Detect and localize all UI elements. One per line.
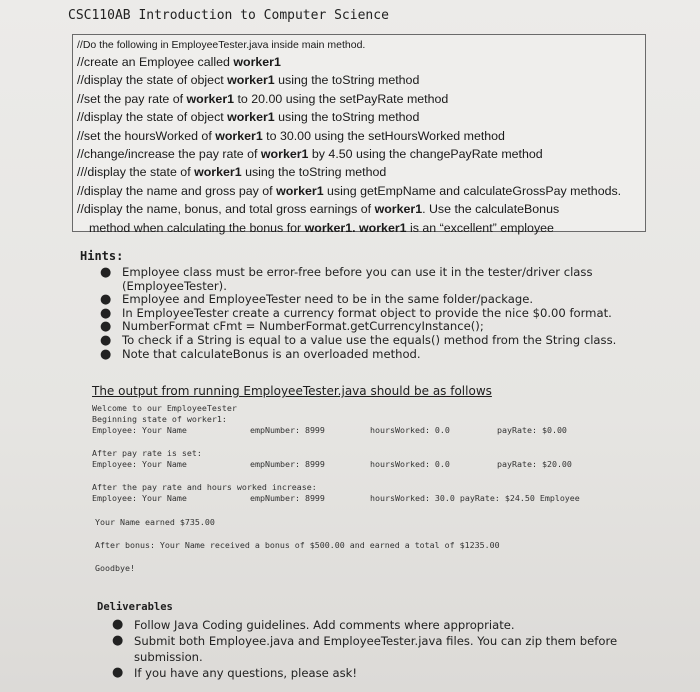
bullet-icon: ● bbox=[112, 633, 124, 648]
instruction-line bbox=[77, 38, 645, 53]
instruction-text: ///display the state of bbox=[77, 165, 195, 180]
instruction-line bbox=[77, 108, 645, 126]
output-employee: Employee: Your Name bbox=[92, 425, 187, 435]
instruction-line bbox=[77, 163, 645, 181]
instruction-text: //change/increase the pay rate of bbox=[77, 147, 261, 162]
hints-heading: Hints: bbox=[80, 249, 124, 263]
output-hours: hoursWorked: 0.0 bbox=[370, 459, 450, 469]
instruction-line bbox=[77, 182, 645, 200]
instruction-bold: worker1 bbox=[227, 73, 275, 88]
instruction-bold: worker1 bbox=[186, 91, 235, 106]
instruction-bold: worker1 bbox=[227, 110, 275, 125]
deliverable-item: ● Submit both Employee.java and EmployeeTester.java files. You can zip them before submission. bbox=[112, 633, 618, 664]
output-payrate: payRate: $20.00 bbox=[497, 459, 572, 469]
instruction-text: //display the name, bonus, and total gross earnings of bbox=[77, 202, 375, 217]
bullet-icon: ● bbox=[100, 265, 112, 280]
instruction-text: by 4.50 using the changePayRate method bbox=[308, 147, 543, 162]
instruction-text: //set the hoursWorked of bbox=[77, 128, 216, 143]
output-empnumber: empNumber: 8999 bbox=[250, 459, 325, 469]
instruction-line bbox=[77, 145, 645, 163]
instruction-line bbox=[77, 71, 645, 89]
instruction-text: is an “excellent” employee bbox=[406, 220, 554, 235]
bullet-icon: ● bbox=[100, 305, 112, 321]
output-empnumber: empNumber: 8999 bbox=[250, 425, 325, 435]
instruction-text: //Do the following in EmployeeTester.java inside main method. bbox=[77, 39, 366, 51]
output-bonus: After bonus: Your Name received a bonus of $500.00 and earned a total of $1235.00 bbox=[95, 540, 500, 550]
output-after-pay: After pay rate is set: bbox=[92, 448, 202, 458]
deliverables-list bbox=[112, 617, 672, 681]
output-earned: Your Name earned $735.00 bbox=[95, 517, 215, 527]
bullet-icon: ● bbox=[100, 292, 112, 308]
instruction-text: to 30.00 using the setHoursWorked method bbox=[262, 128, 505, 143]
output-after-both: After the pay rate and hours worked increase: bbox=[92, 482, 317, 492]
instruction-text: //create an Employee called bbox=[77, 55, 234, 69]
bullet-icon: ● bbox=[100, 332, 112, 348]
instruction-text: to 20.00 using the setPayRate method bbox=[234, 91, 449, 106]
instruction-line bbox=[77, 53, 645, 71]
hint-item: ● Employee and EmployeeTester need to be in the same folder/package. bbox=[100, 292, 534, 308]
instruction-text: using the toString method bbox=[241, 165, 387, 180]
instruction-text: using getEmpName and calculateGrossPay methods. bbox=[323, 183, 622, 198]
instruction-bold: worker1 bbox=[215, 128, 263, 143]
output-hours: hoursWorked: 0.0 bbox=[370, 425, 450, 435]
course-title: CSC110AB Introduction to Computer Science bbox=[68, 8, 389, 23]
output-hours-pay: hoursWorked: 30.0 payRate: $24.50 Employee bbox=[370, 493, 580, 503]
hint-item: ● Note that calculateBonus is an overloaded method. bbox=[100, 346, 421, 362]
instruction-text: //display the name and gross pay of bbox=[77, 183, 277, 198]
instruction-text: method when calculating the bonus for bbox=[89, 220, 305, 235]
instruction-bold: worker1 bbox=[260, 147, 309, 162]
instruction-text: . Use the calculateBonus bbox=[422, 202, 560, 217]
bullet-icon: ● bbox=[100, 346, 112, 362]
instruction-text: //set the pay rate of bbox=[77, 91, 187, 106]
bullet-icon: ● bbox=[112, 665, 124, 680]
output-welcome: Welcome to our EmployeeTester bbox=[92, 403, 237, 413]
instruction-text: //display the state of object bbox=[77, 73, 228, 88]
output-employee: Employee: Your Name bbox=[92, 493, 187, 503]
hint-item: ● To check if a String is equal to a value use the equals() method from the String class. bbox=[100, 332, 617, 348]
output-empnumber: empNumber: 8999 bbox=[250, 493, 325, 503]
bullet-icon: ● bbox=[112, 617, 124, 632]
instruction-bold: worker1 bbox=[194, 165, 242, 180]
hint-item: ● Employee class must be error-free before you can use it in the tester/driver class (EmployeeTester). bbox=[100, 265, 593, 293]
instruction-line bbox=[77, 90, 645, 108]
instruction-bold: worker1 bbox=[233, 55, 281, 69]
output-heading: The output from running EmployeeTester.java should be as follows bbox=[92, 384, 492, 398]
instruction-bold: worker1. worker1 bbox=[304, 220, 407, 235]
instruction-line bbox=[77, 219, 645, 237]
output-employee: Employee: Your Name bbox=[92, 459, 187, 469]
hint-item: ● NumberFormat cFmt = NumberFormat.getCurrencyInstance(); bbox=[100, 319, 484, 335]
instruction-line bbox=[77, 127, 645, 145]
output-beginning: Beginning state of worker1: bbox=[92, 414, 227, 424]
instructions-box bbox=[72, 34, 646, 235]
instruction-text: //display the state of object bbox=[77, 110, 228, 125]
instruction-text: using the toString method bbox=[274, 110, 420, 125]
instruction-bold: worker1 bbox=[276, 183, 324, 198]
output-goodbye: Goodbye! bbox=[95, 563, 135, 573]
instruction-line bbox=[77, 200, 645, 218]
hints-list bbox=[100, 266, 620, 361]
bullet-icon: ● bbox=[100, 319, 112, 335]
hint-item: ● In EmployeeTester create a currency format object to provide the nice $0.00 format. bbox=[100, 305, 612, 321]
deliverable-item: ● Follow Java Coding guidelines. Add comments where appropriate. bbox=[112, 617, 515, 632]
deliverable-item: ● If you have any questions, please ask! bbox=[112, 665, 357, 680]
instruction-bold: worker1 bbox=[374, 202, 423, 217]
instruction-text: using the toString method bbox=[274, 73, 420, 88]
deliverables-heading: Deliverables bbox=[97, 601, 173, 613]
output-payrate: payRate: $0.00 bbox=[497, 425, 567, 435]
